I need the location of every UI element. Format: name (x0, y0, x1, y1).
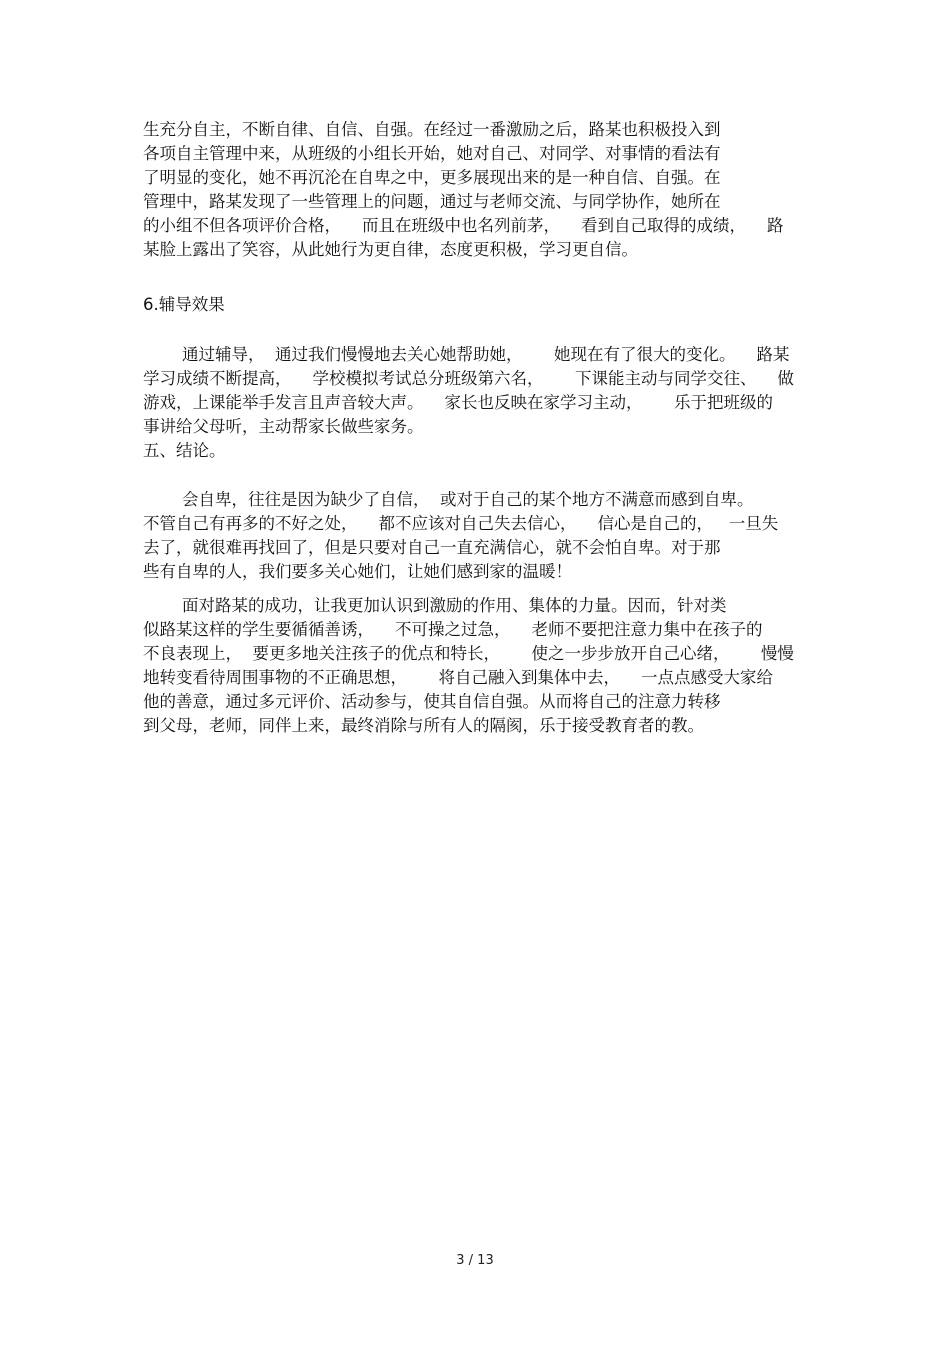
paragraph-line: 了明显的变化，她不再沉沦在自卑之中，更多展现出来的是一种自信、自强。在 (143, 168, 721, 187)
paragraph-line: 些有自卑的人，我们要多关心她们，让她们感到家的温暖！ (143, 562, 572, 581)
paragraph-line: 生充分自主，不断自律、自信、自强。在经过一番激励之后，路某也积极投入到 (143, 120, 721, 139)
paragraph-line: 事讲给父母听，主动帮家长做些家务。 (143, 417, 424, 436)
section-heading: 五、结论。 (143, 441, 226, 460)
page-number: 3 / 13 (456, 1253, 494, 1268)
paragraph-line: 会自卑，往往是因为缺少了自信， 或对于自己的某个地方不满意而感到自卑。 (182, 490, 754, 509)
paragraph-line: 他的善意，通过多元评价、活动参与，使其自信自强。从而将自己的注意力转移 (143, 692, 721, 711)
paragraph-line: 去了，就很难再找回了，但是只要对自己一直充满信心，就不会怕自卑。对于那 (143, 538, 721, 557)
paragraph-line: 似路某这样的学生要循循善诱， 不可操之过急， 老师不要把注意力集中在孩子的 (143, 620, 763, 639)
paragraph-line: 不良表现上， 要更多地关注孩子的优点和特长， 使之一步步放开自己心绪， 慢慢 (143, 644, 794, 663)
paragraph-line: 学习成绩不断提高， 学校模拟考试总分班级第六名， 下课能主动与同学交往、 做 (143, 369, 794, 388)
paragraph-line: 面对路某的成功，让我更加认识到激励的作用、集体的力量。因而，针对类 (182, 596, 727, 615)
paragraph-line: 游戏，上课能举手发言且声音较大声。 家长也反映在家学习主动， 乐于把班级的 (143, 393, 773, 412)
paragraph-line: 管理中，路某发现了一些管理上的问题，通过与老师交流、与同学协作，她所在 (143, 192, 721, 211)
paragraph-line: 通过辅导， 通过我们慢慢地去关心她帮助她， 她现在有了很大的变化。 路某 (182, 345, 790, 364)
paragraph-line: 的小组不但各项评价合格， 而且在班级中也名列前茅， 看到自己取得的成绩， 路 (143, 216, 784, 235)
paragraph-line: 到父母，老师，同伴上来，最终消除与所有人的隔阂，乐于接受教育者的教。 (143, 716, 704, 735)
paragraph-line: 不管自己有再多的不好之处， 都不应该对自己失去信心， 信心是自己的， 一旦失 (143, 514, 779, 533)
paragraph-line: 地转变看待周围事物的不正确思想， 将自己融入到集体中去， 一点点感受大家给 (143, 668, 773, 687)
paragraph-line: 各项自主管理中来，从班级的小组长开始，她对自己、对同学、对事情的看法有 (143, 144, 721, 163)
paragraph-line: 某脸上露出了笑容，从此她行为更自律，态度更积极，学习更自信。 (143, 240, 638, 259)
section-heading: 6.辅导效果 (143, 295, 225, 314)
